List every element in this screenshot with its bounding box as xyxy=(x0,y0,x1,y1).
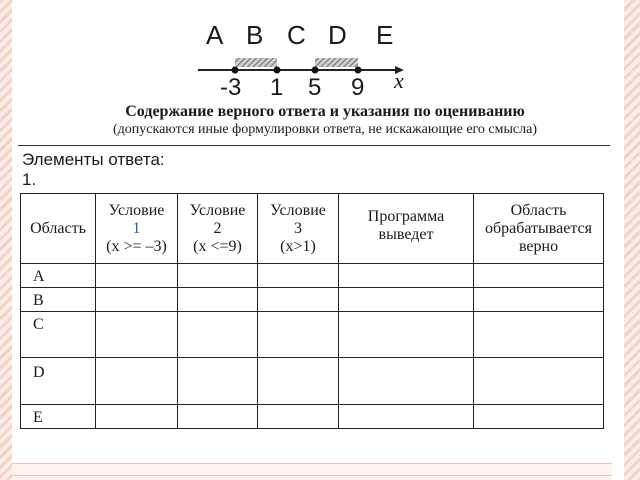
cell-a-correct[interactable] xyxy=(474,264,604,288)
row-label-a: A xyxy=(21,264,96,288)
header-program-line1: Программа xyxy=(367,208,445,225)
row-label-e: E xyxy=(21,405,96,429)
cell-a-program[interactable] xyxy=(339,264,474,288)
cell-c-cond1[interactable] xyxy=(96,312,178,358)
header-cond3-expr: (x>1) xyxy=(280,237,316,255)
row-label-b: B xyxy=(21,288,96,312)
table-header-row xyxy=(21,194,604,264)
tick-label-minus3: -3 xyxy=(220,74,242,101)
slide-right-border-gap xyxy=(612,0,624,480)
header-processed-correctly xyxy=(474,194,604,264)
region-d-hatch xyxy=(315,58,358,67)
header-cond3-title: Условие xyxy=(270,201,326,219)
region-letter-d: D xyxy=(328,20,347,50)
cell-b-program[interactable] xyxy=(339,288,474,312)
slide-left-border xyxy=(0,0,12,480)
header-cond2-expr: (x <=9) xyxy=(193,237,242,255)
header-cond2-number: 2 xyxy=(213,219,222,237)
cell-e-cond1[interactable] xyxy=(96,405,178,429)
row-label-d: D xyxy=(21,358,96,405)
header-cond2-title: Условие xyxy=(189,201,246,219)
point-minus3 xyxy=(232,67,239,74)
region-b-hatch xyxy=(235,58,277,67)
cell-e-correct[interactable] xyxy=(474,405,604,429)
header-cond1-expr: (x >= –3) xyxy=(106,237,167,255)
slide-bottom-band xyxy=(12,464,612,480)
point-9 xyxy=(355,67,362,74)
region-letter-e: E xyxy=(376,20,394,50)
header-area xyxy=(21,194,96,264)
axis-label-x: x xyxy=(394,68,404,93)
header-correct-line3: верно xyxy=(518,237,559,255)
slide-bottom-rule xyxy=(12,463,612,464)
cell-d-cond3[interactable] xyxy=(258,358,339,405)
table-row xyxy=(21,312,604,358)
tick-label-1: 1 xyxy=(270,74,284,101)
cell-e-cond3[interactable] xyxy=(258,405,339,429)
table-row xyxy=(21,264,604,288)
heading-divider xyxy=(18,145,610,146)
cell-c-correct[interactable] xyxy=(474,312,604,358)
answer-table xyxy=(20,193,604,429)
header-cond1-title: Условие xyxy=(108,201,165,219)
header-program-line2: выведет xyxy=(378,226,434,243)
header-cond1-number: 1 xyxy=(132,219,141,237)
region-letter-a: A xyxy=(206,20,224,50)
cell-a-cond2[interactable] xyxy=(178,264,258,288)
header-condition-1 xyxy=(96,194,178,264)
cell-b-cond3[interactable] xyxy=(258,288,339,312)
header-area-label: Область xyxy=(30,219,86,237)
number-line-diagram xyxy=(190,22,430,102)
row-label-c: C xyxy=(21,312,96,358)
point-5 xyxy=(312,67,319,74)
header-cond3-number: 3 xyxy=(294,219,302,237)
cell-c-program[interactable] xyxy=(339,312,474,358)
cell-d-cond2[interactable] xyxy=(178,358,258,405)
cell-e-program[interactable] xyxy=(339,405,474,429)
cell-d-cond1[interactable] xyxy=(96,358,178,405)
table-row xyxy=(21,288,604,312)
table-row xyxy=(21,405,604,429)
elements-label: Элементы ответа: xyxy=(22,150,165,169)
header-program-output xyxy=(339,194,474,264)
cell-b-cond1[interactable] xyxy=(96,288,178,312)
answer-heading: Содержание верного ответа и указания по оцениванию xyxy=(125,103,525,120)
table-row xyxy=(21,358,604,405)
cell-d-program[interactable] xyxy=(339,358,474,405)
cell-b-correct[interactable] xyxy=(474,288,604,312)
slide-bottom-subrule xyxy=(12,475,612,476)
tick-label-9: 9 xyxy=(351,74,365,101)
cell-a-cond3[interactable] xyxy=(258,264,339,288)
header-correct-line2: обрабатывается xyxy=(484,219,592,237)
cell-a-cond1[interactable] xyxy=(96,264,178,288)
item-number: 1. xyxy=(22,170,37,189)
cell-c-cond2[interactable] xyxy=(178,312,258,358)
point-1 xyxy=(274,67,281,74)
cell-e-cond2[interactable] xyxy=(178,405,258,429)
cell-b-cond2[interactable] xyxy=(178,288,258,312)
answer-subheading: (допускаются иные формулировки ответа, не искажающие его смысла) xyxy=(113,122,537,137)
header-condition-2 xyxy=(178,194,258,264)
region-letter-c: C xyxy=(287,20,306,50)
tick-label-5: 5 xyxy=(308,74,322,101)
header-correct-line1: Область xyxy=(510,201,567,219)
cell-c-cond3[interactable] xyxy=(258,312,339,358)
cell-d-correct[interactable] xyxy=(474,358,604,405)
region-letter-b: B xyxy=(246,20,264,50)
header-condition-3 xyxy=(258,194,339,264)
